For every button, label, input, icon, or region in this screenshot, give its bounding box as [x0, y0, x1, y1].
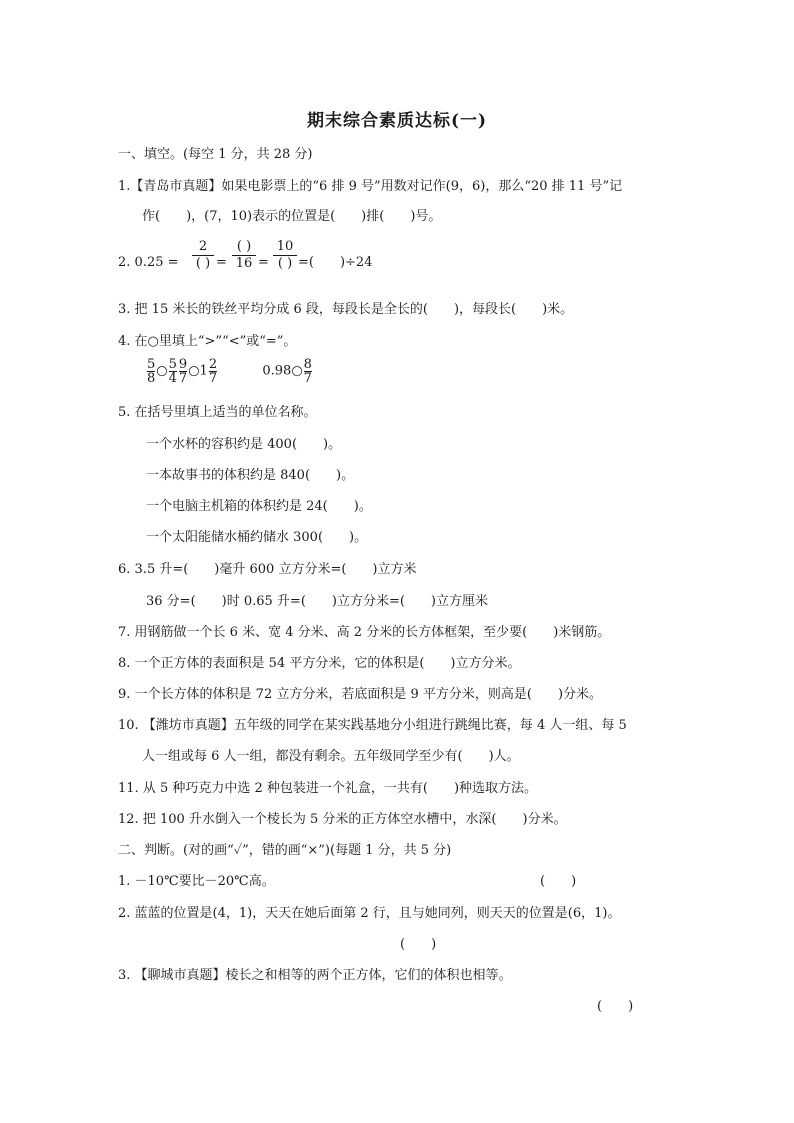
fraction-denominator: ( ) [195, 256, 211, 271]
fraction-denominator: 16 [235, 256, 253, 271]
question-2-prefix: 2. 0.25 = [118, 255, 179, 270]
question-5: 5. 在括号里填上适当的单位名称。 [118, 405, 317, 420]
page-title: 期末综合素质达标(一) [306, 111, 488, 131]
question-9: 9. 一个长方体的体积是 72 立方分米，若底面积是 9 平方分米，则高是( )分米。 [118, 687, 603, 702]
judgement-3: 3. 【聊城市真题】棱长之和相等的两个正方体，它们的体积也相等。 [118, 968, 512, 983]
judgement-2: 2. 蓝蓝的位置是(4，1)，天天在她后面第 2 行，且与她同列，则天天的位置是(6，1)。 [118, 906, 621, 921]
question-5-item-1: 一个水杯的容积约是 400( )。 [146, 437, 342, 452]
question-4-items [146, 358, 313, 385]
fraction: $\frac{5}{8}$ [147, 357, 156, 386]
fraction: $\frac{2}{7}$ [208, 357, 218, 386]
equals-sign: = [216, 255, 227, 270]
fraction: $\frac{8}{7}$ [303, 357, 312, 386]
question-2-fraction-2 [232, 240, 256, 271]
fraction-numerator: 10 [276, 239, 294, 254]
question-2-tail: =( )÷24 [298, 255, 373, 270]
answer-paren: ( ) [540, 874, 577, 889]
question-10-line-1: 10. 【潍坊市真题】五年级的同学在某实践基地分小组进行跳绳比赛，每 4 人一组、每 5 [118, 718, 627, 733]
question-5-item-2: 一本故事书的体积约是 840( )。 [146, 468, 355, 483]
compare-circle: ○ [156, 363, 168, 379]
question-6-line-2: 36 分=( )时 0.65 升=( )立方分米=( )立方厘米 [146, 594, 488, 609]
question-1-line-2: 作( )，(7，10)表示的位置是( )排( )号。 [142, 209, 442, 224]
answer-paren: ( ) [597, 999, 634, 1014]
mixed-number-whole: 1 [199, 363, 208, 379]
section-2-heading: 二、判断。(对的画“✓”，错的画“×”)(每题 1 分，共 5 分) [118, 843, 452, 858]
fraction-numerator: 2 [198, 239, 208, 254]
compare-circle: ○ [188, 363, 200, 379]
question-7: 7. 用钢筋做一个长 6 米、宽 4 分米、高 2 分米的长方体框架，至少要( )米钢筋。 [118, 625, 611, 640]
question-11: 11. 从 5 种巧克力中选 2 种包装进一个礼盒，一共有( )种选取方法。 [118, 781, 538, 796]
answer-paren: ( ) [400, 937, 437, 952]
fraction-numerator: ( ) [236, 239, 252, 254]
question-10-line-2: 人一组或每 6 人一组，都没有剩余。五年级同学至少有( )人。 [142, 749, 520, 764]
equals-sign: = [258, 255, 269, 270]
fraction: $\frac{5}{4}$ [168, 357, 177, 386]
decimal-compare: 0.98○ [262, 363, 303, 379]
fraction-denominator: ( ) [277, 256, 293, 271]
question-8: 8. 一个正方体的表面积是 54 平方分米，它的体积是( )立方分米。 [118, 656, 521, 671]
question-5-item-3: 一个电脑主机箱的体积约是 24( )。 [146, 499, 372, 514]
question-12: 12. 把 100 升水倒入一个棱长为 5 分米的正方体空水槽中，水深( )分米。 [118, 812, 567, 827]
question-6-line-1: 6. 3.5 升=( )毫升 600 立方分米=( )立方米 [118, 562, 417, 577]
fraction: $\frac{9}{7}$ [178, 357, 188, 386]
question-1-line-1: 1.【青岛市真题】如果电影票上的“6 排 9 号”用数对记作(9，6)，那么“20 排 11 号”记 [118, 179, 623, 194]
question-3: 3. 把 15 米长的铁丝平均分成 6 段，每段长是全长的( )，每段长( )米。 [118, 302, 574, 317]
judgement-1: 1. －10℃要比－20℃高。 [118, 874, 275, 889]
question-4: 4. 在○里填上“>”“<”或“=”。 [118, 334, 297, 349]
question-2-fraction-3 [273, 240, 297, 271]
section-1-heading: 一、填空。(每空 1 分，共 28 分) [118, 147, 313, 162]
question-2-fraction-1 [192, 240, 214, 271]
question-5-item-4: 一个太阳能储水桶约储水 300( )。 [146, 530, 368, 545]
